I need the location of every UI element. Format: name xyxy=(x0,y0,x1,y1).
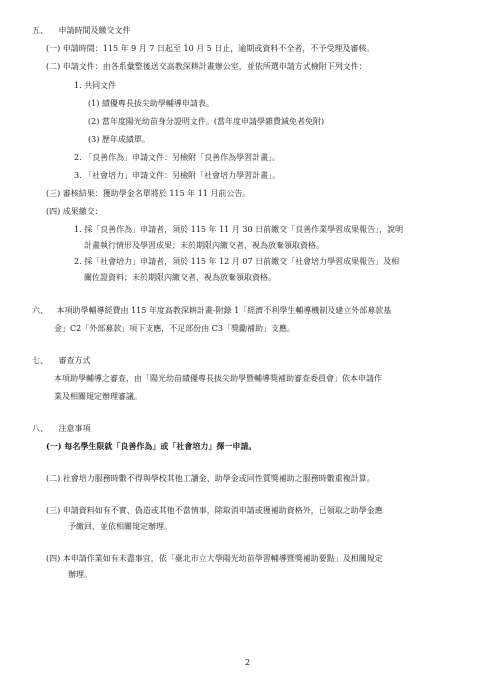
sec8-heading xyxy=(32,423,91,434)
sec5-item4-sub1-line1 xyxy=(74,224,403,235)
sub-number: (2) xyxy=(88,117,100,126)
sec5-item2-sub1c xyxy=(88,134,150,145)
sec6-line2: 金」C2「外部募款」項下支應，不足部份由 C3「獎勵補助」支應。 xyxy=(54,324,295,333)
sec5-item4-sub2-line2: 關佐證資料；未於期限內繳交者，視為放棄領取資格。 xyxy=(84,273,276,282)
sec5-item2-sub2 xyxy=(74,152,280,163)
item-number: (四) xyxy=(46,554,61,563)
sec8-item1 xyxy=(46,441,256,452)
item-text: 每名學生限就「良善作為」或「社會培力」擇一申請。 xyxy=(64,441,257,451)
item-text: 成果繳交： xyxy=(62,207,103,216)
sub-text: 採「良善作為」申請者，須於 115 年 11 月 30 日前繳交「良善作業學習成果報告」，說明 xyxy=(84,225,404,234)
item-number: (一) xyxy=(46,44,61,53)
sec5-item3 xyxy=(46,188,250,199)
sec5-item2-sub1a xyxy=(88,98,214,109)
sub-text: 歷年成績單。 xyxy=(101,135,150,144)
sec7-number: 七、 xyxy=(32,356,48,365)
sec7-line1: 本項助學輔導之審查，由「陽光幼苗績優專長拔尖助學暨輔導獎補助審查委員會」依本申請作 xyxy=(54,374,382,383)
item-number: (二) xyxy=(46,474,61,483)
item-text: 社會培力服務時數不得與學校其他工讀金、助學金或同性質獎補助之服務時數重複計算。 xyxy=(62,474,375,483)
sec8-item3-line1 xyxy=(46,505,383,516)
item-number: (一) xyxy=(46,441,62,451)
sub-number: 1. xyxy=(74,225,82,234)
sec7-title: 審查方式 xyxy=(58,356,91,365)
sub-text: 共同文件 xyxy=(84,81,117,90)
sub-text: 當年度陽光幼苗身分證明文件。(當年度申請學雜費減免者免附) xyxy=(101,117,325,126)
sub-text: 「良善作為」申請文件：另檢附「良善作為學習計畫」。 xyxy=(84,153,281,162)
sec8-item2 xyxy=(46,473,375,484)
sec5-item2-sub1b xyxy=(88,116,324,127)
sub-text: 「社會培力」申請文件：另檢附「社會培力學習計畫」。 xyxy=(84,171,281,180)
sub-number: 2. xyxy=(74,257,82,266)
sec8-item3-line2: 予繳回，並依相關規定辦理。 xyxy=(68,522,172,531)
item-text: 申請資料如有不實、偽造或其他不當情事，除取消申請或獲補助資格外，已領取之助學金應 xyxy=(62,506,383,515)
sec5-item2 xyxy=(46,61,367,72)
sec5-item2-sub3 xyxy=(74,170,280,181)
sec8-title: 注意事項 xyxy=(58,424,91,433)
item-number: (三) xyxy=(46,189,61,198)
sec5-item1 xyxy=(46,43,374,54)
sec6-number: 六、 xyxy=(32,306,48,315)
sec7-heading xyxy=(32,355,91,366)
sec5-title: 申請時間及繳交文件 xyxy=(58,26,131,35)
sec8-number: 八、 xyxy=(32,424,48,433)
sec5-item2-sub1 xyxy=(74,80,116,91)
sec8-item4-line1 xyxy=(46,553,383,564)
item-number: (二) xyxy=(46,62,61,71)
item-text: 本申請作業如有未盡事宜，依「臺北市立大學陽光幼苗學習輔導暨獎補助要點」及相關規定 xyxy=(62,554,383,563)
sub-number: (1) xyxy=(88,99,100,108)
sec5-item4 xyxy=(46,206,103,217)
sec6-line1 xyxy=(32,305,391,316)
item-number: (三) xyxy=(46,506,61,515)
sub-text: 採「社會培力」申請者，須於 115 年 12 月 07 日前繳交「社會培力學習成果報告」及相 xyxy=(84,257,400,266)
sec5-item4-sub1-line2: 計畫執行情形及學習成果；未於期限內繳交者，視為放棄領取資格。 xyxy=(84,241,324,250)
item-text: 申請時間：115 年 9 月 7 日起至 10 月 5 日止，逾期或資料不全者，不予受理及審核。 xyxy=(62,44,375,53)
sec5-item4-sub2-line1 xyxy=(74,256,399,267)
item-text: 申請文件：由各系彙整後送交高教深耕計畫辦公室，並依所選申請方式檢附下列文件： xyxy=(62,62,367,71)
sec7-line2: 業及相關規定辦理審議。 xyxy=(54,392,142,401)
sec5-heading xyxy=(32,25,131,36)
item-text: 審核結果：獲助學金名單將於 115 年 11 月前公告。 xyxy=(62,189,251,198)
sub-number: 3. xyxy=(74,171,82,180)
sub-number: (3) xyxy=(88,135,100,144)
sec8-item4-line2: 辦理。 xyxy=(68,570,92,579)
sec6-text: 本項助學輔導經費由 115 年度高教深耕計畫-附錄 1「經濟不利學生輔導機制及建立外部募款基 xyxy=(56,306,392,315)
item-number: (四) xyxy=(46,207,61,216)
page-number: 2 xyxy=(244,658,251,667)
sub-text: 績優專長拔尖助學輔導申請表。 xyxy=(101,99,214,108)
sub-number: 1. xyxy=(74,81,82,90)
sub-number: 2. xyxy=(74,153,82,162)
sec5-number: 五、 xyxy=(32,26,48,35)
